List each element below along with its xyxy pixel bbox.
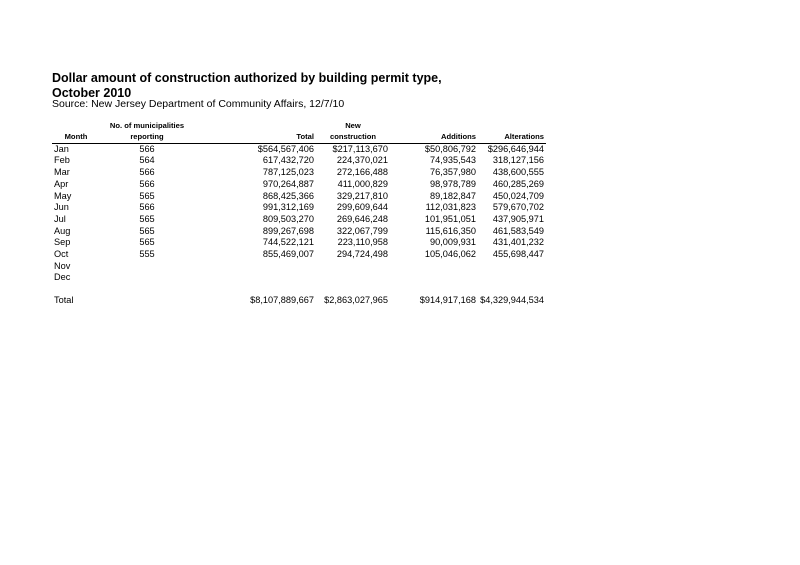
spacer-row (52, 284, 546, 295)
cell-month: Sep (54, 237, 71, 248)
header-total: Total (194, 131, 316, 143)
cell-municipalities: 565 (139, 190, 155, 201)
cell-new-construction: $217,113,670 (332, 143, 388, 154)
cell-alterations: 460,285,269 (492, 178, 544, 189)
header-municipalities-line-2: reporting (100, 131, 194, 143)
spacer-cell (316, 284, 390, 295)
total-municipalities (100, 295, 194, 307)
header-month: Month (52, 131, 100, 143)
cell-municipalities: 565 (139, 237, 155, 248)
table-row (52, 214, 546, 226)
cell-total: 617,432,720 (262, 155, 314, 166)
cell-municipalities: 566 (139, 202, 155, 213)
header-new-line-2: construction (316, 131, 390, 143)
cell-municipalities: 566 (139, 143, 155, 154)
source-note: Source: New Jersey Department of Community Affairs, 12/7/10 (52, 98, 345, 110)
cell-municipalities: 566 (139, 178, 155, 189)
cell-month: May (54, 190, 72, 201)
cell-additions: 98,978,789 (430, 178, 476, 189)
cell-total (194, 261, 316, 273)
cell-additions (390, 261, 478, 273)
total-row (52, 295, 546, 307)
cell-month: Dec (54, 272, 71, 283)
cell-alterations: $296,646,944 (487, 143, 544, 154)
cell-municipalities: 565 (139, 213, 155, 224)
cell-new-construction (316, 261, 390, 273)
table-row (52, 249, 546, 261)
cell-new-construction: 223,110,958 (337, 237, 388, 248)
cell-municipalities: 564 (139, 155, 155, 166)
cell-total: 855,469,007 (262, 249, 314, 260)
header-row-1 (52, 120, 546, 131)
cell-additions: $50,806,792 (424, 143, 476, 154)
cell-alterations: 450,024,709 (492, 190, 544, 201)
cell-total: 744,522,121 (262, 237, 314, 248)
total-additions: $914,917,168 (419, 295, 476, 306)
header-alterations-top (478, 120, 546, 131)
spacer-cell (100, 284, 194, 295)
cell-total: $564,567,406 (257, 143, 314, 154)
cell-additions (390, 272, 478, 284)
table-row (52, 261, 546, 273)
cell-month: Aug (54, 225, 71, 236)
cell-month: Jul (54, 213, 66, 224)
total-new-construction: $2,863,027,965 (324, 295, 388, 306)
cell-municipalities: 565 (139, 225, 155, 236)
total-label: Total (54, 295, 74, 306)
spacer-cell (52, 284, 100, 295)
cell-total: 970,264,887 (262, 178, 314, 189)
cell-alterations: 438,600,555 (492, 167, 544, 178)
total-alterations: $4,329,944,534 (480, 295, 544, 306)
cell-alterations (478, 272, 546, 284)
cell-total: 899,267,698 (262, 225, 314, 236)
header-row-2 (52, 131, 546, 143)
cell-new-construction: 224,370,021 (336, 155, 388, 166)
cell-month: Jan (54, 143, 69, 154)
cell-month: Feb (54, 155, 70, 166)
cell-new-construction: 411,000,829 (337, 178, 388, 189)
cell-new-construction: 322,067,799 (336, 225, 388, 236)
permit-table (52, 120, 546, 307)
cell-new-construction: 299,609,644 (336, 202, 388, 213)
table-row (52, 237, 546, 249)
cell-new-construction: 269,646,248 (336, 213, 388, 224)
cell-alterations: 437,905,971 (492, 213, 544, 224)
cell-new-construction: 329,217,810 (336, 190, 388, 201)
cell-new-construction (316, 272, 390, 284)
header-alterations: Alterations (478, 131, 546, 143)
cell-additions: 105,046,062 (424, 249, 476, 260)
cell-alterations (478, 261, 546, 273)
cell-alterations: 318,127,156 (492, 155, 544, 166)
header-additions: Additions (390, 131, 478, 143)
header-additions-top (390, 120, 478, 131)
cell-municipalities (100, 272, 194, 284)
cell-additions: 76,357,980 (430, 167, 476, 178)
header-new-line-1: New (345, 121, 361, 130)
cell-total: 787,125,023 (262, 167, 314, 178)
cell-additions: 89,182,847 (430, 190, 476, 201)
cell-additions: 101,951,051 (424, 213, 476, 224)
table-row (52, 202, 546, 214)
table-body (52, 143, 546, 307)
total-total: $8,107,889,667 (250, 295, 314, 306)
cell-additions: 112,031,823 (425, 202, 476, 213)
cell-total: 991,312,169 (262, 202, 314, 213)
cell-total: 868,425,366 (262, 190, 314, 201)
table-row (52, 226, 546, 238)
header-month-top (52, 120, 100, 131)
cell-additions: 74,935,543 (430, 155, 476, 166)
cell-month: Nov (54, 260, 71, 271)
table-row (52, 143, 546, 155)
cell-additions: 90,009,931 (430, 237, 476, 248)
spacer-cell (194, 284, 316, 295)
cell-alterations: 579,670,702 (492, 202, 544, 213)
table-row (52, 191, 546, 203)
cell-month: Jun (54, 202, 69, 213)
cell-total (194, 272, 316, 284)
cell-municipalities: 555 (139, 249, 155, 260)
cell-month: Mar (54, 167, 70, 178)
cell-municipalities (100, 261, 194, 273)
cell-additions: 115,616,350 (425, 225, 476, 236)
cell-new-construction: 272,166,488 (336, 167, 388, 178)
spacer-cell (390, 284, 478, 295)
table-row (52, 155, 546, 167)
header-total-top (194, 120, 316, 131)
cell-alterations: 455,698,447 (492, 249, 544, 260)
table-row (52, 179, 546, 191)
cell-month: Oct (54, 249, 69, 260)
table-row (52, 272, 546, 284)
table-row (52, 167, 546, 179)
cell-total: 809,503,270 (262, 213, 314, 224)
cell-month: Apr (54, 178, 69, 189)
cell-alterations: 461,583,549 (492, 225, 544, 236)
cell-alterations: 431,401,232 (492, 237, 544, 248)
cell-municipalities: 566 (139, 167, 155, 178)
spacer-cell (478, 284, 546, 295)
report-title-line-2: October 2010 (52, 86, 132, 100)
cell-new-construction: 294,724,498 (336, 249, 388, 260)
report-title-line-1: Dollar amount of construction authorized by building permit type, (52, 71, 442, 85)
header-municipalities-line-1: No. of municipalities (109, 121, 185, 130)
